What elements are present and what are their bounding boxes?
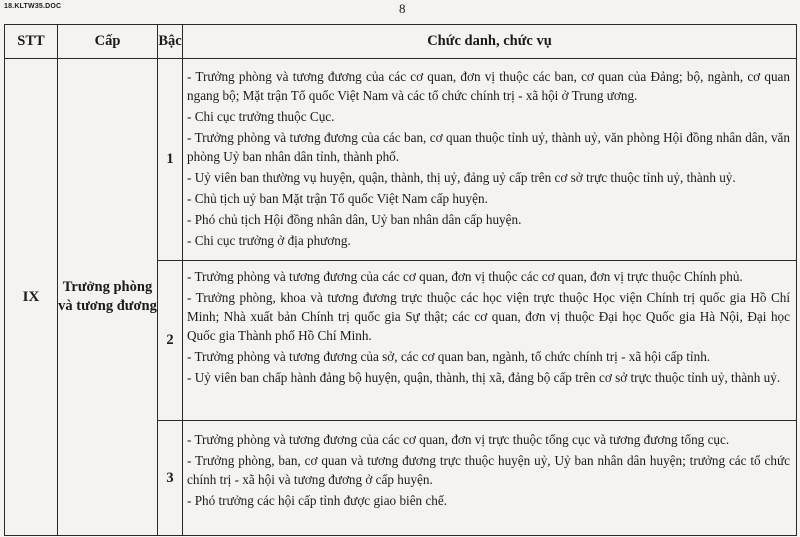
table-header-row bbox=[5, 25, 797, 59]
header-stt: STT bbox=[5, 25, 58, 59]
header-cap: Cấp bbox=[58, 25, 158, 59]
page-number: 8 bbox=[399, 1, 406, 16]
duties-cell bbox=[183, 421, 797, 536]
stt-cell: IX bbox=[5, 59, 58, 536]
duty-item: - Chi cục trưởng thuộc Cục. bbox=[187, 109, 335, 124]
header-bac: Bậc bbox=[158, 25, 183, 59]
bac-cell: 1 bbox=[158, 59, 183, 261]
document-code: 18.KLTW35.DOC bbox=[4, 3, 62, 10]
duties-cell bbox=[183, 59, 797, 261]
position-table bbox=[4, 24, 797, 536]
duty-item: - Trưởng phòng, ban, cơ quan và tương đương trực thuộc huyện uỷ, Uỷ ban nhân dân huyện; trưởng các tổ chức chính trị - xã hội và tương đương ở cấp huyện. bbox=[187, 453, 790, 487]
duty-list bbox=[183, 261, 796, 387]
cap-cell: Trưởng phòng và tương đương bbox=[58, 59, 158, 536]
duty-list bbox=[183, 421, 796, 510]
duty-item: - Phó chủ tịch Hội đồng nhân dân, Uỷ ban nhân dân cấp huyện. bbox=[187, 212, 522, 227]
duty-item: - Chi cục trưởng ở địa phương. bbox=[187, 233, 351, 248]
duty-item: - Trưởng phòng và tương đương của các cơ quan, đơn vị thuộc các ban, cơ quan của Đảng; bộ, ngành, cơ quan ngang bộ; Mặt trận Tổ quốc Việt Nam và các tổ chức chính trị - xã hội ở Trung ương. bbox=[187, 69, 790, 103]
table-row bbox=[5, 59, 797, 261]
duty-item: - Trưởng phòng và tương đương của các cơ quan, đơn vị trực thuộc tổng cục và tương đương tổng cục. bbox=[187, 432, 730, 447]
bac-cell: 3 bbox=[158, 421, 183, 536]
duties-cell bbox=[183, 261, 797, 421]
duty-item: - Trưởng phòng và tương đương của sở, các cơ quan ban, ngành, tổ chức chính trị - xã hội cấp tỉnh. bbox=[187, 349, 711, 364]
duty-item: - Uỷ viên ban chấp hành đảng bộ huyện, quận, thành, thị xã, đảng bộ cấp trên cơ sở trực thuộc tỉnh uỷ, thành uỷ. bbox=[187, 370, 781, 385]
duty-item: - Uỷ viên ban thường vụ huyện, quận, thành, thị uỷ, đảng uỷ cấp trên cơ sở trực thuộc tỉnh uỷ, thành uỷ. bbox=[187, 170, 736, 185]
header-chuc-danh: Chức danh, chức vụ bbox=[183, 25, 797, 59]
duty-item: - Trưởng phòng và tương đương của các cơ quan, đơn vị thuộc các cơ quan, đơn vị trực thuộc Chính phủ. bbox=[187, 269, 743, 284]
duty-list bbox=[183, 59, 796, 250]
duty-item: - Phó trưởng các hội cấp tỉnh được giao biên chế. bbox=[187, 493, 448, 508]
duty-item: - Chủ tịch uỷ ban Mặt trận Tổ quốc Việt Nam cấp huyện. bbox=[187, 191, 488, 206]
bac-cell: 2 bbox=[158, 261, 183, 421]
duty-item: - Trưởng phòng và tương đương của các ban, cơ quan thuộc tỉnh uỷ, thành uỷ, văn phòng Hội đồng nhân dân, văn phòng Uỷ ban nhân dân tỉnh, thành phố. bbox=[187, 130, 790, 164]
duty-item: - Trưởng phòng, khoa và tương đương trực thuộc các học viện trực thuộc Học viện Chính trị quốc gia Hồ Chí Minh; Nhà xuất bản Chính trị quốc gia Sự thật; các cơ quan, đơn vị thuộc Đại học Quốc gia Hà Nội, Đại học Quốc gia Thành phố Hồ Chí Minh. bbox=[187, 290, 790, 343]
